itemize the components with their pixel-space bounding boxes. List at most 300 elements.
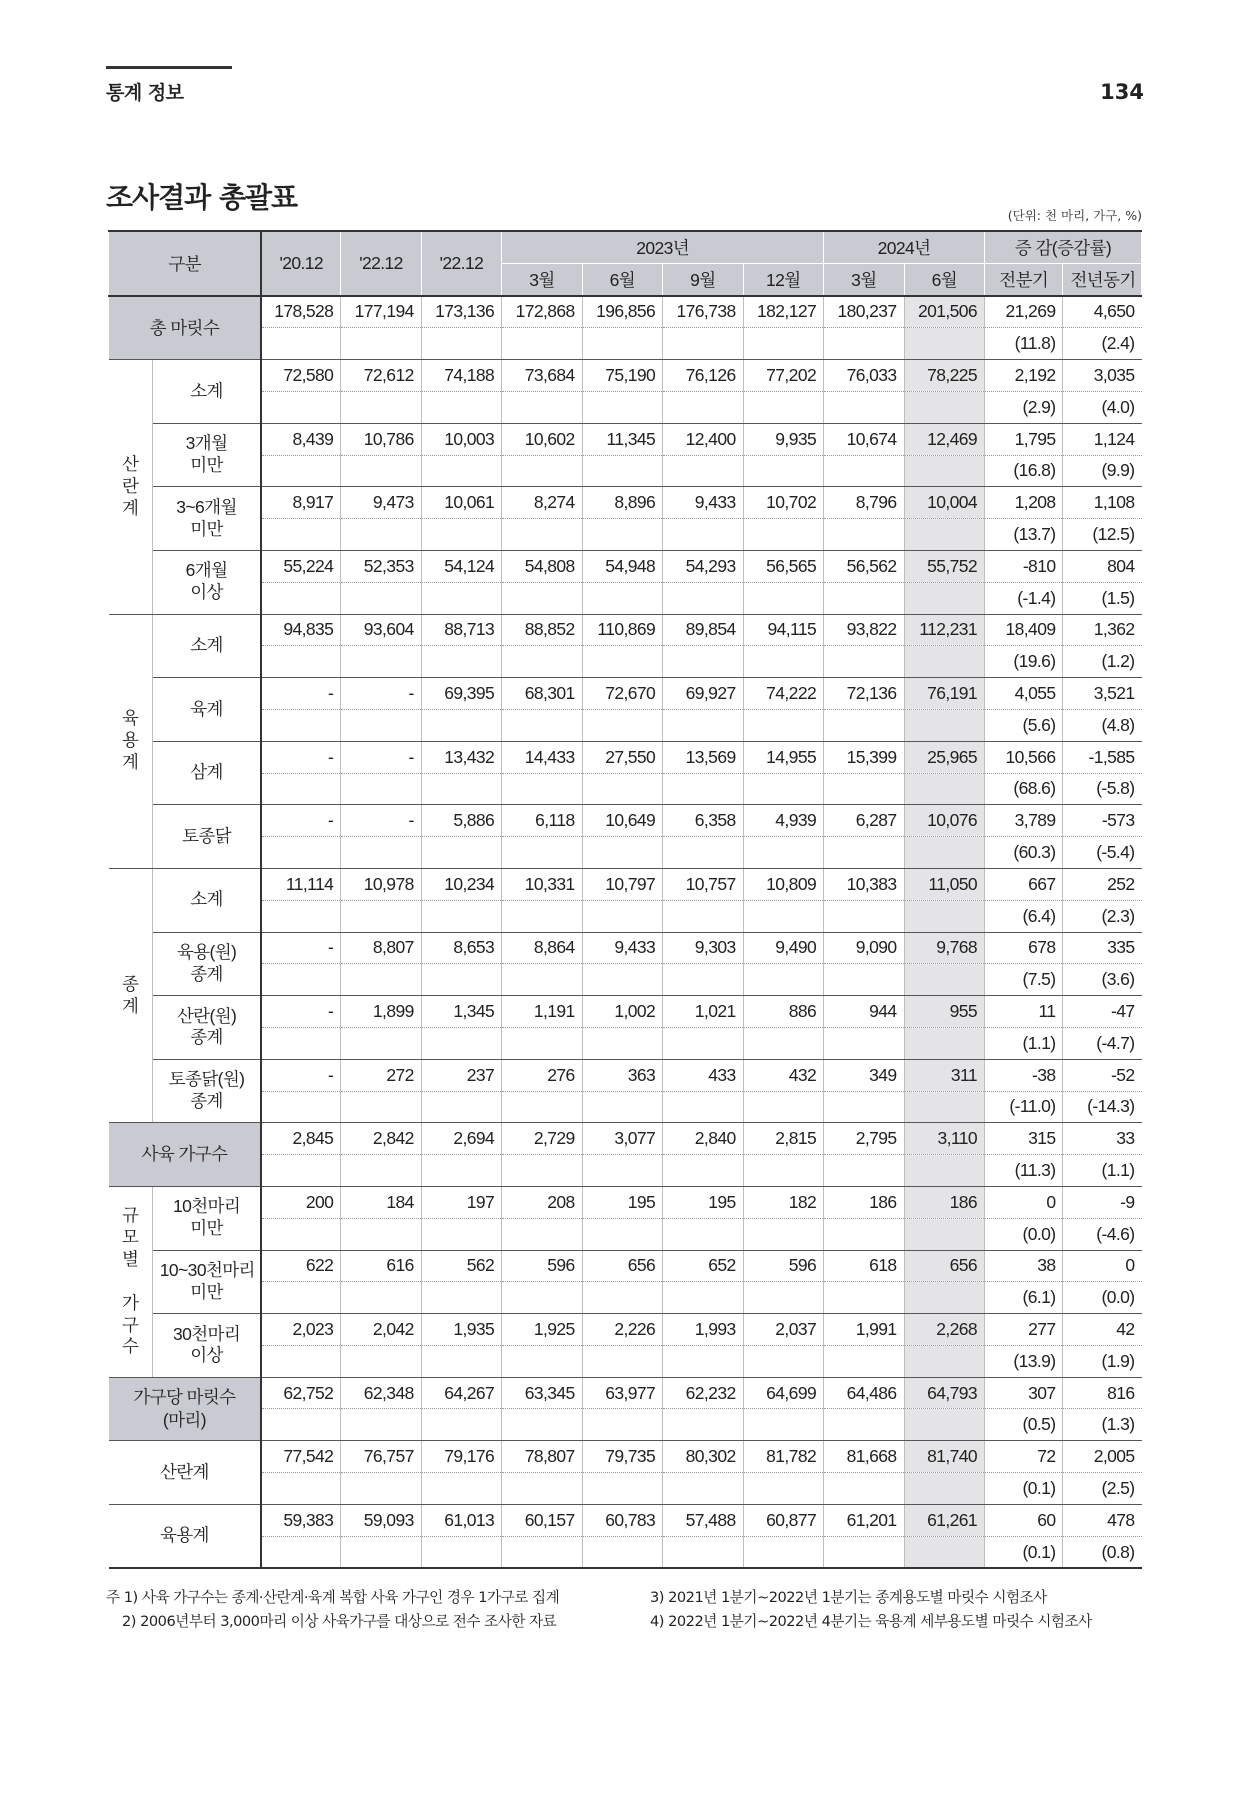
value-cell: 73,684	[502, 360, 582, 392]
value-cell: 79,735	[582, 1441, 662, 1473]
rate-cell	[663, 1027, 743, 1059]
rate-cell	[341, 773, 421, 805]
value-cell: 9,935	[743, 423, 824, 455]
value-cell: 195	[582, 1186, 662, 1218]
value-cell: 10,809	[743, 868, 824, 900]
value-cell: 0	[985, 1186, 1063, 1218]
value-cell: 182	[743, 1186, 824, 1218]
rate-cell	[261, 1027, 340, 1059]
table-row	[109, 1155, 1142, 1187]
value-cell: 61,013	[421, 1504, 501, 1536]
rate-cell	[824, 837, 904, 869]
rate-cell: (11.3)	[985, 1155, 1063, 1187]
header-2023-jun: 6월	[582, 263, 662, 295]
value-cell: 1,108	[1063, 487, 1142, 519]
rate-cell	[502, 646, 582, 678]
table-row	[109, 455, 1142, 487]
rate-cell: (-14.3)	[1063, 1091, 1142, 1123]
value-cell: 596	[743, 1250, 824, 1282]
value-cell: 93,822	[824, 614, 904, 646]
rate-cell	[502, 1473, 582, 1505]
rate-cell	[341, 646, 421, 678]
rate-cell	[743, 582, 824, 614]
value-cell: 4,055	[985, 678, 1063, 710]
value-cell: 72,670	[582, 678, 662, 710]
value-cell: 80,302	[663, 1441, 743, 1473]
group-label-perhh: 가구당 마릿수 (마리)	[109, 1377, 262, 1441]
rate-cell	[502, 964, 582, 996]
rate-cell	[341, 1282, 421, 1314]
rate-cell	[421, 900, 501, 932]
value-cell: 57,488	[663, 1504, 743, 1536]
value-cell: 61,201	[824, 1504, 904, 1536]
rate-cell	[904, 1345, 984, 1377]
value-cell: 88,713	[421, 614, 501, 646]
rate-cell	[904, 1473, 984, 1505]
value-cell: 93,604	[341, 614, 421, 646]
footnote-1: 주 1) 사육 가구수는 종계·산란계·육계 복합 사육 가구인 경우 1가구로 집계	[106, 1589, 560, 1606]
row-label: 30천마리 이상	[152, 1314, 261, 1378]
rate-cell	[743, 519, 824, 551]
page-number: 134	[1100, 80, 1144, 104]
value-cell: -810	[985, 550, 1063, 582]
value-cell: 54,948	[582, 550, 662, 582]
rate-cell: (1.1)	[985, 1027, 1063, 1059]
rate-cell	[421, 1282, 501, 1314]
value-cell: 63,345	[502, 1377, 582, 1409]
rate-cell	[904, 519, 984, 551]
value-cell: -52	[1063, 1059, 1142, 1091]
rate-cell	[824, 455, 904, 487]
rate-cell	[904, 900, 984, 932]
value-cell: 38	[985, 1250, 1063, 1282]
rate-cell	[341, 582, 421, 614]
rate-cell	[824, 1282, 904, 1314]
value-cell: -	[261, 741, 340, 773]
rate-cell: (-4.6)	[1063, 1218, 1142, 1250]
value-cell: 10,004	[904, 487, 984, 519]
rate-cell	[502, 773, 582, 805]
rate-cell: (1.2)	[1063, 646, 1142, 678]
value-cell: 33	[1063, 1123, 1142, 1155]
group-label-perhh_layer: 산란계	[109, 1441, 262, 1505]
rate-cell	[502, 837, 582, 869]
rate-cell: (13.9)	[985, 1345, 1063, 1377]
rate-cell	[824, 709, 904, 741]
value-cell: -	[261, 678, 340, 710]
rate-cell	[261, 1282, 340, 1314]
value-cell: 3,077	[582, 1123, 662, 1155]
rate-cell	[582, 1345, 662, 1377]
rate-cell	[824, 519, 904, 551]
table-row	[109, 1091, 1142, 1123]
value-cell: -	[261, 996, 340, 1028]
value-cell: 9,433	[663, 487, 743, 519]
rate-cell	[502, 1027, 582, 1059]
value-cell: -	[341, 678, 421, 710]
rate-cell	[904, 964, 984, 996]
table-row	[109, 1250, 1142, 1282]
value-cell: 69,395	[421, 678, 501, 710]
rate-cell	[502, 519, 582, 551]
value-cell: 3,521	[1063, 678, 1142, 710]
header-2024-mar: 3월	[824, 263, 904, 295]
rate-cell: (-5.4)	[1063, 837, 1142, 869]
value-cell: 276	[502, 1059, 582, 1091]
rate-cell: (3.6)	[1063, 964, 1142, 996]
rate-cell	[261, 964, 340, 996]
rate-cell	[743, 1218, 824, 1250]
value-cell: 8,896	[582, 487, 662, 519]
rate-cell: (6.4)	[985, 900, 1063, 932]
table-row	[109, 391, 1142, 423]
row-label: 소계	[152, 360, 261, 424]
value-cell: 72,136	[824, 678, 904, 710]
rate-cell	[261, 773, 340, 805]
footnote-2: 2) 2006년부터 3,000마리 이상 사육가구를 대상으로 전수 조사한 자료	[122, 1613, 557, 1630]
value-cell: 72,612	[341, 360, 421, 392]
rate-cell	[502, 1345, 582, 1377]
value-cell: 78,807	[502, 1441, 582, 1473]
value-cell: 184	[341, 1186, 421, 1218]
value-cell: 177,194	[341, 296, 421, 328]
value-cell: 173,136	[421, 296, 501, 328]
value-cell: 8,653	[421, 932, 501, 964]
rate-cell: (0.1)	[985, 1536, 1063, 1568]
rate-cell: (1.9)	[1063, 1345, 1142, 1377]
header-prev-quarter: 전분기	[985, 263, 1063, 295]
value-cell: 315	[985, 1123, 1063, 1155]
rate-cell: (1.1)	[1063, 1155, 1142, 1187]
value-cell: 2,192	[985, 360, 1063, 392]
rate-cell	[582, 582, 662, 614]
value-cell: 79,176	[421, 1441, 501, 1473]
rate-cell: (0.0)	[1063, 1282, 1142, 1314]
group-label-scale: 규 모 별 가 구 수	[109, 1186, 153, 1377]
rate-cell	[261, 646, 340, 678]
value-cell: 656	[582, 1250, 662, 1282]
value-cell: 69,927	[663, 678, 743, 710]
value-cell: 56,562	[824, 550, 904, 582]
rate-cell	[582, 1027, 662, 1059]
value-cell: 944	[824, 996, 904, 1028]
rate-cell	[824, 1536, 904, 1568]
value-cell: 178,528	[261, 296, 340, 328]
value-cell: 2,226	[582, 1314, 662, 1346]
rate-cell: (6.1)	[985, 1282, 1063, 1314]
table-row	[109, 550, 1142, 582]
rate-cell: (-1.4)	[985, 582, 1063, 614]
header-2023-mar: 3월	[502, 263, 582, 295]
header-2212a: '22.12	[341, 231, 421, 296]
value-cell: 1,021	[663, 996, 743, 1028]
footnote-3: 3) 2021년 1분기~2022년 1분기는 종계용도별 마릿수 시험조사	[650, 1589, 1047, 1606]
value-cell: 10,649	[582, 805, 662, 837]
rate-cell	[743, 773, 824, 805]
rate-cell	[904, 1027, 984, 1059]
value-cell: 1,002	[582, 996, 662, 1028]
rate-cell	[341, 455, 421, 487]
rate-cell: (13.7)	[985, 519, 1063, 551]
table-row	[109, 1282, 1142, 1314]
rate-cell	[582, 1218, 662, 1250]
rate-cell	[502, 1282, 582, 1314]
value-cell: -38	[985, 1059, 1063, 1091]
value-cell: 182,127	[743, 296, 824, 328]
table-row	[109, 582, 1142, 614]
value-cell: 195	[663, 1186, 743, 1218]
value-cell: 60	[985, 1504, 1063, 1536]
value-cell: 18,409	[985, 614, 1063, 646]
rate-cell	[663, 709, 743, 741]
rate-cell	[582, 1282, 662, 1314]
rate-cell: (7.5)	[985, 964, 1063, 996]
rate-cell	[904, 646, 984, 678]
value-cell: 21,269	[985, 296, 1063, 328]
value-cell: 197	[421, 1186, 501, 1218]
value-cell: 8,796	[824, 487, 904, 519]
rate-cell	[743, 900, 824, 932]
rate-cell	[743, 1345, 824, 1377]
rate-cell	[663, 1282, 743, 1314]
rate-cell	[904, 773, 984, 805]
table-row	[109, 709, 1142, 741]
table-row	[109, 328, 1142, 360]
rate-cell	[582, 519, 662, 551]
value-cell: 2,023	[261, 1314, 340, 1346]
row-label: 10~30천마리 미만	[152, 1250, 261, 1314]
rate-cell	[582, 773, 662, 805]
rate-cell	[904, 391, 984, 423]
table-row	[109, 1536, 1142, 1568]
rate-cell	[904, 582, 984, 614]
value-cell: -	[261, 805, 340, 837]
table-row	[109, 1409, 1142, 1441]
table-row	[109, 519, 1142, 551]
rate-cell: (4.0)	[1063, 391, 1142, 423]
rate-cell: (9.9)	[1063, 455, 1142, 487]
value-cell: 14,955	[743, 741, 824, 773]
rate-cell: (-11.0)	[985, 1091, 1063, 1123]
rate-cell	[743, 1536, 824, 1568]
rate-cell: (4.8)	[1063, 709, 1142, 741]
value-cell: 94,835	[261, 614, 340, 646]
header-2024-jun: 6월	[904, 263, 984, 295]
rate-cell	[663, 519, 743, 551]
rate-cell	[261, 391, 340, 423]
value-cell: 2,037	[743, 1314, 824, 1346]
rate-cell: (2.9)	[985, 391, 1063, 423]
rate-cell	[341, 1027, 421, 1059]
value-cell: 61,261	[904, 1504, 984, 1536]
value-cell: 9,433	[582, 932, 662, 964]
rate-cell	[582, 837, 662, 869]
value-cell: 110,869	[582, 614, 662, 646]
table-row	[109, 1377, 1142, 1409]
rate-cell	[743, 1091, 824, 1123]
rate-cell	[824, 1091, 904, 1123]
value-cell: -1,585	[1063, 741, 1142, 773]
table-row	[109, 1218, 1142, 1250]
value-cell: 27,550	[582, 741, 662, 773]
rate-cell	[502, 900, 582, 932]
table-row	[109, 1345, 1142, 1377]
value-cell: 1,925	[502, 1314, 582, 1346]
value-cell: 10,674	[824, 423, 904, 455]
value-cell: 2,268	[904, 1314, 984, 1346]
rate-cell	[663, 964, 743, 996]
value-cell: 816	[1063, 1377, 1142, 1409]
value-cell: 54,808	[502, 550, 582, 582]
value-cell: 81,668	[824, 1441, 904, 1473]
value-cell: 955	[904, 996, 984, 1028]
value-cell: 60,157	[502, 1504, 582, 1536]
value-cell: 89,854	[663, 614, 743, 646]
value-cell: 62,232	[663, 1377, 743, 1409]
rate-cell	[261, 1091, 340, 1123]
value-cell: 1,795	[985, 423, 1063, 455]
value-cell: 335	[1063, 932, 1142, 964]
value-cell: 478	[1063, 1504, 1142, 1536]
row-label: 10천마리 미만	[152, 1186, 261, 1250]
value-cell: 64,699	[743, 1377, 824, 1409]
rate-cell	[743, 1473, 824, 1505]
rate-cell	[663, 773, 743, 805]
header-2023-dec: 12월	[743, 263, 824, 295]
value-cell: 10,978	[341, 868, 421, 900]
value-cell: -9	[1063, 1186, 1142, 1218]
value-cell: 200	[261, 1186, 340, 1218]
rate-cell	[261, 1409, 340, 1441]
rate-cell: (5.6)	[985, 709, 1063, 741]
value-cell: 272	[341, 1059, 421, 1091]
rate-cell	[421, 1536, 501, 1568]
rate-cell	[421, 646, 501, 678]
footnote-4: 4) 2022년 1분기~2022년 4분기는 육용계 세부용도별 마릿수 시험조사	[650, 1613, 1092, 1630]
rate-cell	[743, 455, 824, 487]
rate-cell: (-4.7)	[1063, 1027, 1142, 1059]
rate-cell	[502, 1091, 582, 1123]
rate-cell	[582, 1409, 662, 1441]
value-cell: 6,118	[502, 805, 582, 837]
value-cell: 1,993	[663, 1314, 743, 1346]
table-row	[109, 646, 1142, 678]
group-label-breeder: 종 계	[109, 868, 153, 1122]
rate-cell	[904, 837, 984, 869]
value-cell: 596	[502, 1250, 582, 1282]
rate-cell	[502, 391, 582, 423]
value-cell: 1,899	[341, 996, 421, 1028]
value-cell: 2,005	[1063, 1441, 1142, 1473]
rate-cell	[341, 1155, 421, 1187]
table-row	[109, 900, 1142, 932]
value-cell: 2,694	[421, 1123, 501, 1155]
value-cell: 2,042	[341, 1314, 421, 1346]
value-cell: 3,035	[1063, 360, 1142, 392]
value-cell: 13,569	[663, 741, 743, 773]
table-row	[109, 868, 1142, 900]
rate-cell	[421, 837, 501, 869]
rate-cell	[421, 1409, 501, 1441]
table-row	[109, 1473, 1142, 1505]
rate-cell: (1.3)	[1063, 1409, 1142, 1441]
value-cell: 3,110	[904, 1123, 984, 1155]
table-row	[109, 1123, 1142, 1155]
row-label: 3개월 미만	[152, 423, 261, 487]
value-cell: 2,842	[341, 1123, 421, 1155]
value-cell: -	[261, 932, 340, 964]
value-cell: 6,287	[824, 805, 904, 837]
page-title: 조사결과 총괄표	[106, 181, 298, 214]
table-row	[109, 1504, 1142, 1536]
value-cell: 8,274	[502, 487, 582, 519]
header-2023: 2023년	[502, 231, 824, 263]
rate-cell	[904, 1218, 984, 1250]
table-row	[109, 1186, 1142, 1218]
section-label: 통계 정보	[106, 82, 184, 104]
value-cell: 64,486	[824, 1377, 904, 1409]
value-cell: 10,234	[421, 868, 501, 900]
rate-cell	[421, 964, 501, 996]
row-label: 소계	[152, 614, 261, 678]
rate-cell	[261, 1345, 340, 1377]
rate-cell	[341, 709, 421, 741]
value-cell: 4,650	[1063, 296, 1142, 328]
rate-cell	[341, 519, 421, 551]
value-cell: 11	[985, 996, 1063, 1028]
rate-cell	[421, 1218, 501, 1250]
rate-cell	[502, 1218, 582, 1250]
value-cell: 252	[1063, 868, 1142, 900]
value-cell: 201,506	[904, 296, 984, 328]
footnotes-right	[650, 1586, 1092, 1634]
header-2023-sep: 9월	[663, 263, 743, 295]
rate-cell	[904, 455, 984, 487]
value-cell: 2,815	[743, 1123, 824, 1155]
table-row	[109, 487, 1142, 519]
value-cell: 186	[904, 1186, 984, 1218]
rate-cell	[824, 900, 904, 932]
row-label: 삼계	[152, 741, 261, 805]
value-cell: 72	[985, 1441, 1063, 1473]
rate-cell	[824, 1218, 904, 1250]
rate-cell	[421, 773, 501, 805]
rate-cell	[261, 455, 340, 487]
value-cell: -	[261, 1059, 340, 1091]
rate-cell	[663, 1345, 743, 1377]
rate-cell	[663, 1473, 743, 1505]
rate-cell: (60.3)	[985, 837, 1063, 869]
value-cell: 76,757	[341, 1441, 421, 1473]
value-cell: 10,331	[502, 868, 582, 900]
value-cell: 652	[663, 1250, 743, 1282]
value-cell: 81,740	[904, 1441, 984, 1473]
rate-cell	[261, 709, 340, 741]
rate-cell	[341, 1218, 421, 1250]
rate-cell	[261, 1536, 340, 1568]
rate-cell	[421, 328, 501, 360]
value-cell: 63,977	[582, 1377, 662, 1409]
rate-cell	[582, 391, 662, 423]
rate-cell	[582, 709, 662, 741]
value-cell: 349	[824, 1059, 904, 1091]
rate-cell	[663, 837, 743, 869]
value-cell: 678	[985, 932, 1063, 964]
table-row	[109, 678, 1142, 710]
header-2024: 2024년	[824, 231, 985, 263]
value-cell: 74,222	[743, 678, 824, 710]
rate-cell	[502, 328, 582, 360]
